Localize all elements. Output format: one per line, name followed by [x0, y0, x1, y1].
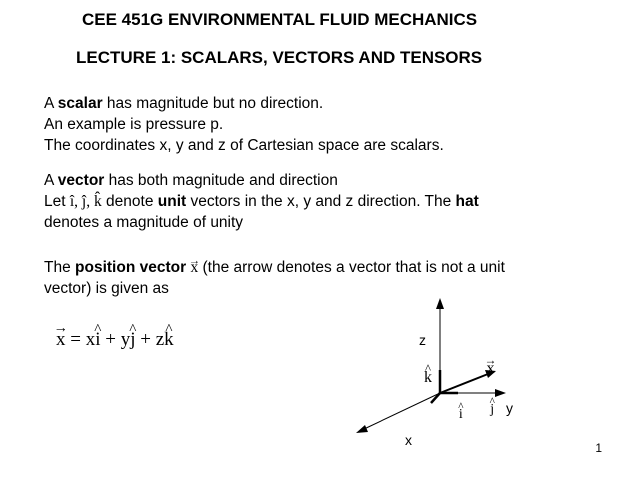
position-vector-arrow: [440, 374, 488, 393]
page-number: 1: [595, 441, 602, 455]
vector-line-1: A vector has both magnitude and direction: [44, 172, 338, 189]
position-vector-equation: x → = xi ^ + yj ^ + zk ^: [56, 329, 174, 351]
vector-term: vector: [57, 172, 105, 189]
k-hat-symbol: k ^: [164, 329, 174, 351]
equation-lhs: x →: [56, 329, 66, 351]
scalar-line-1: A scalar has magnitude but no direction.: [44, 95, 324, 112]
j-hat-label: j ^: [490, 402, 494, 418]
title-line-2: LECTURE 1: SCALARS, VECTORS AND TENSORS: [76, 48, 483, 67]
z-axis-arrowhead: [436, 298, 444, 309]
position-line-1: The position vector x → (the arrow denotes a vector that is not a unit: [44, 257, 505, 278]
vector-line-2: Let î, ĵ, k̂ denote unit vectors in the x, y and z direction. The hat: [44, 193, 479, 210]
i-hat-label: i ^: [459, 407, 463, 423]
i-unit-vector: [431, 393, 440, 403]
k-hat-label: k ^: [424, 369, 432, 387]
y-axis-label: y: [506, 400, 513, 416]
position-line-2: vector) is given as: [44, 280, 169, 297]
position-vector-label: x →: [486, 360, 494, 378]
x-axis-arrowhead: [356, 425, 368, 433]
j-hat-symbol: j ^: [130, 329, 135, 351]
unit-term: unit: [157, 193, 187, 210]
vector-line-3: denotes a magnitude of unity: [44, 214, 244, 231]
i-hat-symbol: i ^: [95, 329, 100, 351]
z-axis-label: z: [419, 332, 426, 348]
title-line-1: CEE 451G ENVIRONMENTAL FLUID MECHANICS: [82, 10, 478, 29]
y-axis-arrowhead: [495, 389, 506, 397]
position-vector-term: position vector: [75, 259, 187, 276]
scalar-line-3: The coordinates x, y and z of Cartesian space are scalars.: [44, 137, 444, 154]
position-vector-symbol: x →: [190, 257, 198, 278]
scalar-term: scalar: [57, 95, 103, 112]
x-axis-label: x: [405, 432, 412, 448]
x-axis: [362, 393, 440, 430]
hat-term: hat: [455, 193, 479, 210]
scalar-line-2: An example is pressure p.: [44, 116, 224, 133]
unit-vector-symbols: î, ĵ, k̂: [69, 193, 102, 210]
